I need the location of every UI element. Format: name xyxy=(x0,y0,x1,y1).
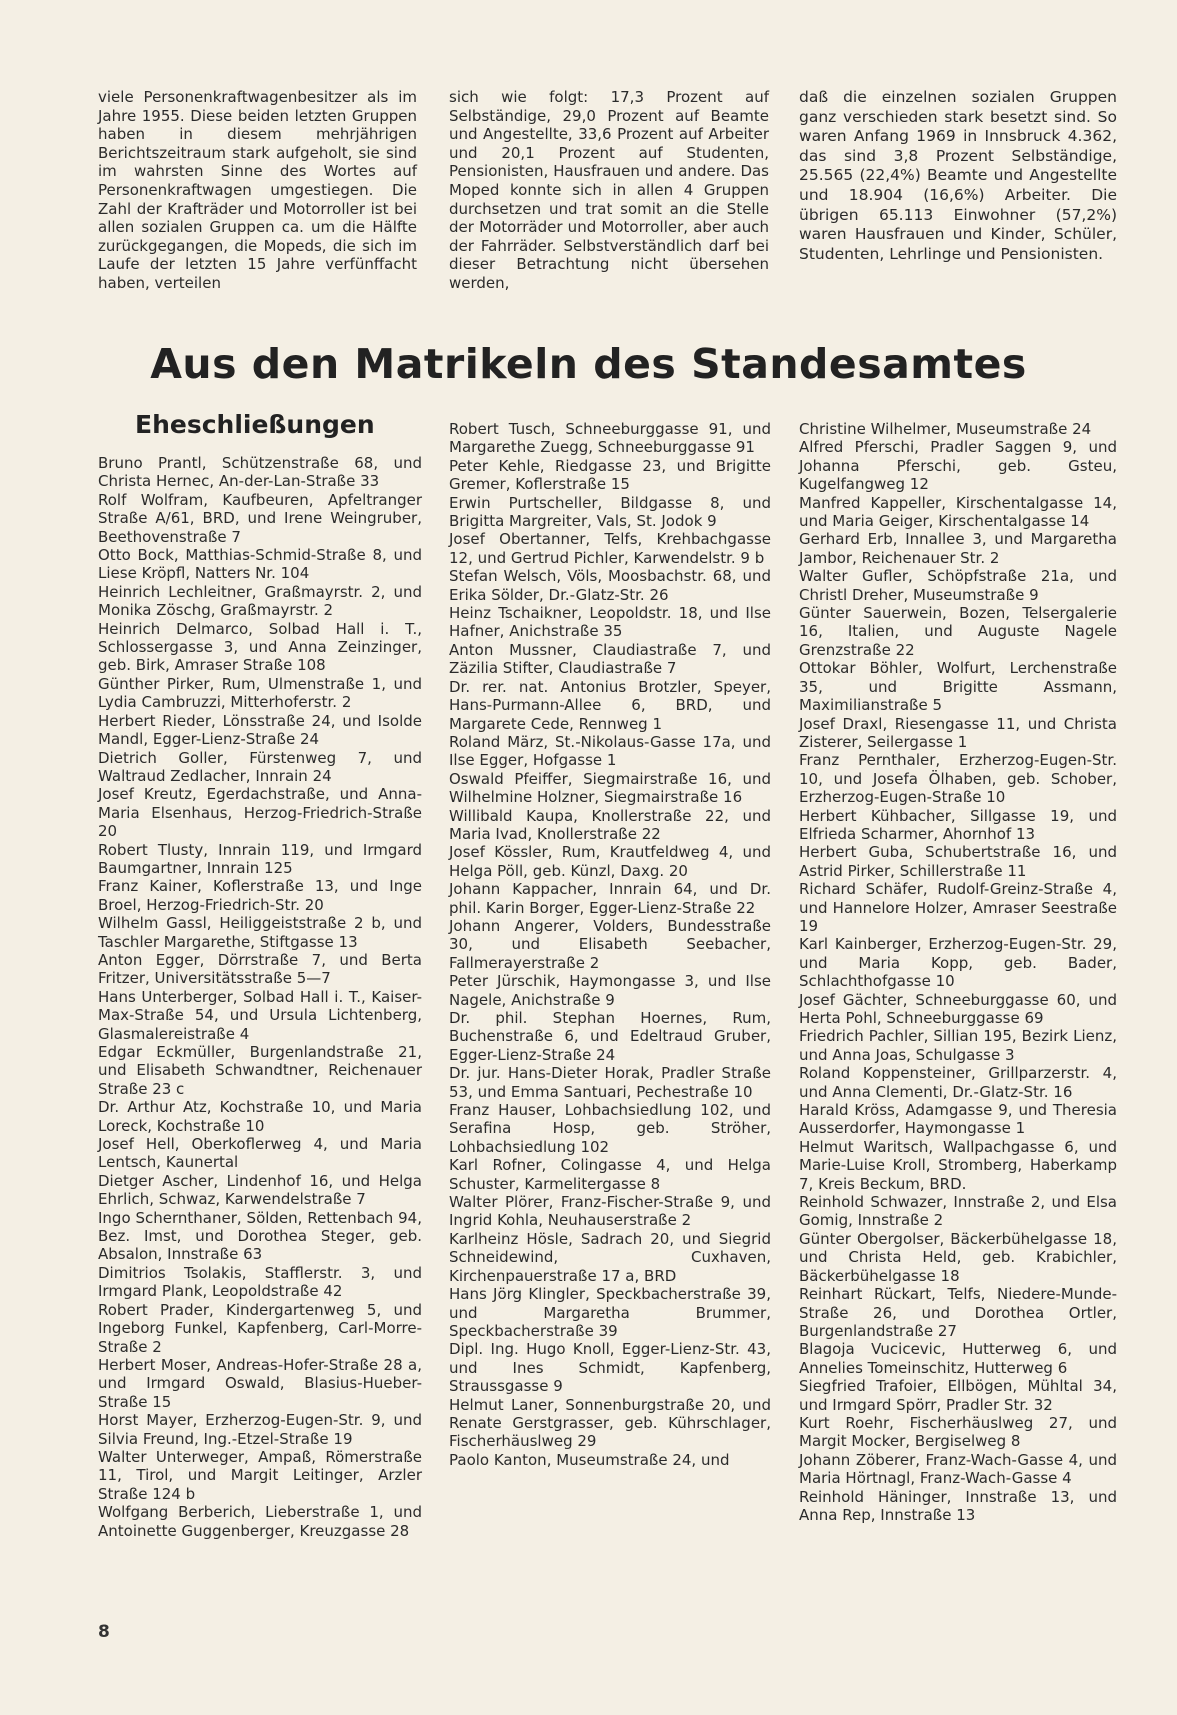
marriage-entry: Herbert Guba, Schubertstraße 16, und Astrid Pirker, Schillerstraße 11 xyxy=(799,843,1117,880)
marriage-entry: Otto Bock, Matthias-Schmid-Straße 8, und Liese Kröpfl, Natters Nr. 104 xyxy=(98,546,422,583)
marriage-entry: Josef Kössler, Rum, Krautfeldweg 4, und Helga Pöll, geb. Künzl, Daxg. 20 xyxy=(449,843,771,880)
marriage-entry: Heinrich Lechleitner, Graßmayrstr. 2, und Monika Zöschg, Graßmayrstr. 2 xyxy=(98,582,422,620)
marriage-entry: Josef Draxl, Riesengasse 11, und Christa Zisterer, Seilergasse 1 xyxy=(799,714,1117,751)
marriage-entry: Karlheinz Hösle, Sadrach 20, und Siegrid Schneidewind, Cuxhaven, Kirchenpauerstraße 17 a, BRD xyxy=(449,1229,771,1285)
marriage-entry: Dr. rer. nat. Antonius Brotzler, Speyer, Hans-Purmann-Allee 6, BRD, und Margarete Cede, Rennweg 1 xyxy=(449,677,771,733)
marriages-column-2 xyxy=(449,420,771,1469)
marriage-entry: Friedrich Pachler, Sillian 195, Bezirk Lienz, und Anna Joas, Schulgasse 3 xyxy=(799,1027,1117,1064)
marriage-entry: Alfred Pferschi, Pradler Saggen 9, und Johanna Pferschi, geb. Gsteu, Kugelfangweg 12 xyxy=(799,438,1117,494)
marriage-entry: Dietrich Goller, Fürstenweg 7, und Waltraud Zedlacher, Innrain 24 xyxy=(98,748,422,785)
marriage-entry: Willibald Kaupa, Knollerstraße 22, und Maria Ivad, Knollerstraße 22 xyxy=(449,806,771,843)
marriage-entry: Ottokar Böhler, Wolfurt, Lerchenstraße 35, und Brigitte Assmann, Maximilianstraße 5 xyxy=(799,659,1117,715)
section-heading: Eheschließungen xyxy=(135,410,375,439)
marriage-entry: Robert Tlusty, Innrain 119, und Irmgard Baumgartner, Innrain 125 xyxy=(98,840,422,877)
marriage-entry: Reinhold Schwazer, Innstraße 2, und Elsa Gomig, Innstraße 2 xyxy=(799,1193,1117,1230)
marriage-entry: Manfred Kappeller, Kirschentalgasse 14, und Maria Geiger, Kirschentalgasse 14 xyxy=(799,493,1117,531)
page-headline: Aus den Matrikeln des Standesamtes xyxy=(150,340,1027,388)
marriage-entry: Robert Prader, Kindergartenweg 5, und Ingeborg Funkel, Kapfenberg, Carl-Morre-Straße 2 xyxy=(98,1300,422,1356)
marriage-entry: Herbert Kühbacher, Sillgasse 19, und Elfrieda Scharmer, Ahornhof 13 xyxy=(799,806,1117,843)
marriage-entry: Johann Kappacher, Innrain 64, und Dr. phil. Karin Borger, Egger-Lienz-Straße 22 xyxy=(449,880,771,917)
marriage-entry: Peter Kehle, Riedgasse 23, und Brigitte Gremer, Koflerstraße 15 xyxy=(449,456,771,494)
marriage-entry: Johann Zöberer, Franz-Wach-Gasse 4, und Maria Hörtnagl, Franz-Wach-Gasse 4 xyxy=(799,1450,1117,1488)
marriage-entry: Paolo Kanton, Museumstraße 24, und xyxy=(449,1450,730,1469)
marriage-entry: Josef Kreutz, Egerdachstraße, und Anna-Maria Elsenhaus, Herzog-Friedrich-Straße 20 xyxy=(98,785,422,841)
marriage-entry: Franz Pernthaler, Erzherzog-Eugen-Str. 10, und Josefa Ölhaben, geb. Schober, Erzherzog-Eugen-Straße 10 xyxy=(799,751,1117,807)
marriage-entry: Richard Schäfer, Rudolf-Greinz-Straße 4, und Hannelore Holzer, Amraser Seestraße 19 xyxy=(799,880,1117,935)
marriage-entry: Dr. jur. Hans-Dieter Horak, Pradler Straße 53, und Emma Santuari, Pechestraße 10 xyxy=(449,1064,771,1101)
marriage-entry: Blagoja Vucicevic, Hutterweg 6, und Annelies Tomeinschitz, Hutterweg 6 xyxy=(799,1340,1117,1377)
marriage-entry: Dr. Arthur Atz, Kochstraße 10, und Maria Loreck, Kochstraße 10 xyxy=(98,1098,422,1135)
marriage-entry: Dr. phil. Stephan Hoernes, Rum, Buchenstraße 6, und Edeltraud Gruber, Egger-Lienz-Straße 24 xyxy=(449,1009,771,1064)
article-column-2 xyxy=(449,88,769,293)
marriage-entry: Herbert Moser, Andreas-Hofer-Straße 28 a, und Irmgard Oswald, Blasius-Hueber-Straße 15 xyxy=(98,1355,422,1411)
marriage-entry: Anton Egger, Dörrstraße 7, und Berta Fritzer, Universitätsstraße 5—7 xyxy=(98,950,422,988)
marriage-entry: Bruno Prantl, Schützenstraße 68, und Christa Hernec, An-der-Lan-Straße 33 xyxy=(98,454,422,491)
marriage-entry: Heinz Tschaikner, Leopoldstr. 18, und Ilse Hafner, Anichstraße 35 xyxy=(449,604,771,641)
marriage-entry: Siegfried Trafoier, Ellbögen, Mühltal 34, und Irmgard Spörr, Pradler Str. 32 xyxy=(799,1377,1117,1414)
marriage-entry: Josef Hell, Oberkoflerweg 4, und Maria Lentsch, Kaunertal xyxy=(98,1135,422,1172)
page-number: 8 xyxy=(98,1622,110,1642)
marriage-entry: Josef Gächter, Schneeburggasse 60, und Herta Pohl, Schneeburggasse 69 xyxy=(799,990,1117,1027)
marriage-entry: Franz Hauser, Lohbachsiedlung 102, und Serafina Hosp, geb. Ströher, Lohbachsiedlung 102 xyxy=(449,1101,771,1156)
marriage-entry: Horst Mayer, Erzherzog-Eugen-Str. 9, und Silvia Freund, Ing.-Etzel-Straße 19 xyxy=(98,1411,422,1448)
marriage-entry: Roland März, St.-Nikolaus-Gasse 17a, und Ilse Egger, Hofgasse 1 xyxy=(449,732,771,770)
article-text: viele Personenkraftwagenbesitzer als im Jahre 1955. Diese beiden letzten Gruppen haben in diesem mehrjährigen Berichtszeitraum stark aufgeholt, sie sind im wahrsten Sinne des Wortes auf Personenkraftwagen umgestiegen. Die Zahl der Krafträder und Motorroller ist bei allen sozialen Gruppen ca. um die Hälfte zurückgegangen, die Mopeds, die sich im Laufe der letzten 15 Jahre verfünffacht haben, verteilen xyxy=(98,88,417,292)
marriage-entry: Walter Gufler, Schöpfstraße 21a, und Christl Dreher, Museumstraße 9 xyxy=(799,567,1117,604)
article-text: sich wie folgt: 17,3 Prozent auf Selbständige, 29,0 Prozent auf Beamte und Angestellte, 33,6 Prozent auf Arbeiter und 20,1 Prozent auf Studenten, Pensionisten, Hausfrauen und andere. Das Moped konnte sich in allen 4 Gruppen durchsetzen und trat somit an die Stelle der Motorräder und Motorroller, aber auch der Fahrräder. Selbstverständlich darf bei dieser Betrachtung nicht übersehen werden, xyxy=(449,88,769,292)
marriage-entry: Harald Kröss, Adamgasse 9, und Theresia Ausserdorfer, Haymongasse 1 xyxy=(799,1101,1117,1138)
marriage-entry: Oswald Pfeiffer, Siegmairstraße 16, und Wilhelmine Holzner, Siegmairstraße 16 xyxy=(449,769,771,807)
marriage-entry: Robert Tusch, Schneeburggasse 91, und Margarethe Zuegg, Schneeburggasse 91 xyxy=(449,420,771,457)
marriage-entry: Dimitrios Tsolakis, Stafflerstr. 3, und Irmgard Plank, Leopoldstraße 42 xyxy=(98,1263,422,1301)
article-column-1 xyxy=(98,88,417,293)
marriage-entry: Josef Obertanner, Telfs, Krehbachgasse 12, und Gertrud Pichler, Karwendelstr. 9 b xyxy=(449,530,771,567)
marriage-entry: Walter Plörer, Franz-Fischer-Straße 9, und Ingrid Kohla, Neuhauserstraße 2 xyxy=(449,1193,771,1230)
marriage-entry: Anton Mussner, Claudiastraße 7, und Zäzilia Stifter, Claudiastraße 7 xyxy=(449,640,771,678)
marriage-entry: Franz Kainer, Koflerstraße 13, und Inge Broel, Herzog-Friedrich-Str. 20 xyxy=(98,877,422,914)
marriage-entry: Christine Wilhelmer, Museumstraße 24 xyxy=(799,420,1092,438)
article-column-3 xyxy=(799,88,1117,264)
marriage-entry: Karl Rofner, Colingasse 4, und Helga Schuster, Karmelitergasse 8 xyxy=(449,1156,771,1193)
marriage-entry: Walter Unterweger, Ampaß, Römerstraße 11, Tirol, und Margit Leitinger, Arzler Straße 124 b xyxy=(98,1447,422,1503)
marriage-entry: Hans Unterberger, Solbad Hall i. T., Kaiser-Max-Straße 54, und Ursula Lichtenberg, Glasmalereistraße 4 xyxy=(98,987,422,1043)
marriage-entry: Ingo Schernthaner, Sölden, Rettenbach 94, Bez. Imst, und Dorothea Steger, geb. Absalon, Innstraße 63 xyxy=(98,1208,422,1264)
marriage-entry: Helmut Waritsch, Wallpachgasse 6, und Marie-Luise Kroll, Stromberg, Haberkamp 7, Kreis Beckum, BRD. xyxy=(799,1137,1117,1193)
marriages-column-3 xyxy=(799,420,1117,1524)
article-text: daß die einzelnen sozialen Gruppen ganz verschieden stark besetzt sind. So waren Anfang 1969 in Innsbruck 4.362, das sind 3,8 Prozent Selbständige, 25.565 (22,4%) Beamte und Angestellte und 18.904 (16,6%) Arbeiter. Die übrigen 65.113 Einwohner (57,2%) waren Hausfrauen und Kinder, Schüler, Studenten, Lehrlinge und Pensionisten. xyxy=(799,88,1117,263)
marriage-entry: Dietger Ascher, Lindenhof 16, und Helga Ehrlich, Schwaz, Karwendelstraße 7 xyxy=(98,1171,422,1209)
marriage-entry: Peter Jürschik, Haymongasse 3, und Ilse Nagele, Anichstraße 9 xyxy=(449,972,771,1009)
marriage-entry: Kurt Roehr, Fischerhäuslweg 27, und Margit Mocker, Bergiselweg 8 xyxy=(799,1413,1117,1451)
marriages-column-1 xyxy=(98,454,422,1540)
marriage-entry: Herbert Rieder, Lönsstraße 24, und Isolde Mandl, Egger-Lienz-Straße 24 xyxy=(98,711,422,749)
marriage-entry: Heinrich Delmarco, Solbad Hall i. T., Schlossergasse 3, und Anna Zeinzinger, geb. Birk, Amraser Straße 108 xyxy=(98,619,422,675)
marriage-entry: Wilhelm Gassl, Heiliggeiststraße 2 b, und Taschler Margarethe, Stiftgasse 13 xyxy=(98,914,422,951)
marriage-entry: Reinhart Rückart, Telfs, Niedere-Munde-Straße 26, und Dorothea Ortler, Burgenlandstraße 27 xyxy=(799,1285,1117,1340)
marriage-entry: Johann Angerer, Volders, Bundesstraße 30, und Elisabeth Seebacher, Fallmerayerstraße 2 xyxy=(449,916,771,972)
marriage-entry: Roland Koppensteiner, Grillparzerstr. 4, und Anna Clementi, Dr.-Glatz-Str. 16 xyxy=(799,1064,1117,1101)
marriage-entry: Wolfgang Berberich, Lieberstraße 1, und Antoinette Guggenberger, Kreuzgasse 28 xyxy=(98,1503,422,1540)
marriage-entry: Gerhard Erb, Innallee 3, und Margaretha Jambor, Reichenauer Str. 2 xyxy=(799,530,1117,567)
marriage-entry: Helmut Laner, Sonnenburgstraße 20, und Renate Gerstgrasser, geb. Kührschlager, Fischerhäuslweg 29 xyxy=(449,1395,771,1451)
marriage-entry: Reinhold Häninger, Innstraße 13, und Anna Rep, Innstraße 13 xyxy=(799,1487,1117,1524)
marriage-entry: Rolf Wolfram, Kaufbeuren, Apfeltranger Straße A/61, BRD, und Irene Weingruber, Beethovenstraße 7 xyxy=(98,490,422,546)
marriage-entry: Stefan Welsch, Völs, Moosbachstr. 68, und Erika Sölder, Dr.-Glatz-Str. 26 xyxy=(449,567,771,604)
marriage-entry: Günther Pirker, Rum, Ulmenstraße 1, und Lydia Cambruzzi, Mitterhoferstr. 2 xyxy=(98,674,422,712)
marriage-entry: Edgar Eckmüller, Burgenlandstraße 21, und Elisabeth Schwandtner, Reichenauer Straße 23 c xyxy=(98,1043,422,1098)
marriage-entry: Günter Obergolser, Bäckerbühelgasse 18, und Christa Held, geb. Krabichler, Bäckerbühelgasse 18 xyxy=(799,1229,1117,1285)
marriage-entry: Hans Jörg Klingler, Speckbacherstraße 39, und Margaretha Brummer, Speckbacherstraße 39 xyxy=(449,1285,771,1340)
marriage-entry: Dipl. Ing. Hugo Knoll, Egger-Lienz-Str. 43, und Ines Schmidt, Kapfenberg, Straussgasse 9 xyxy=(449,1340,771,1396)
marriage-entry: Günter Sauerwein, Bozen, Telsergalerie 16, Italien, und Auguste Nagele Grenzstraße 22 xyxy=(799,604,1117,659)
marriage-entry: Karl Kainberger, Erzherzog-Eugen-Str. 29, und Maria Kopp, geb. Bader, Schlachthofgasse 10 xyxy=(799,935,1117,991)
marriage-entry: Erwin Purtscheller, Bildgasse 8, und Brigitta Margreiter, Vals, St. Jodok 9 xyxy=(449,493,771,531)
